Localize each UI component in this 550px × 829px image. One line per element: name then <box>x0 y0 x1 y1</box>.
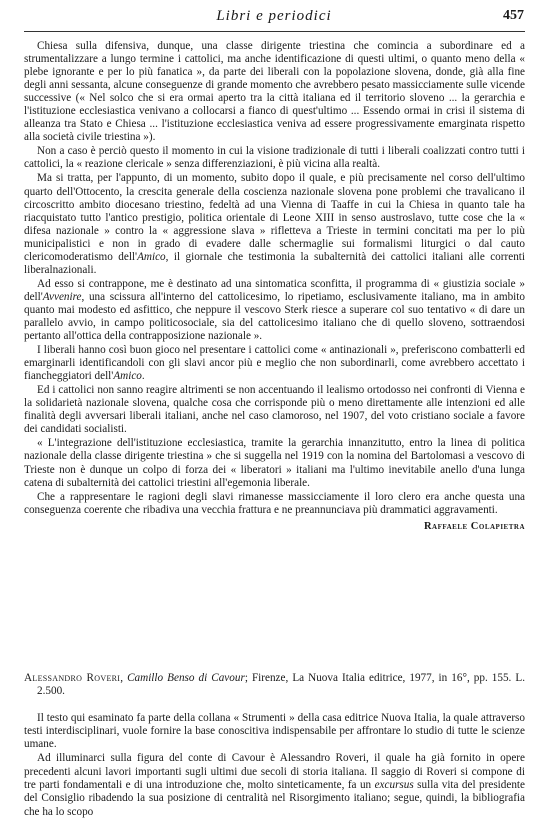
article-body <box>24 40 525 533</box>
paragraph: Non a caso è perciò questo il momento in cui la visione tradizionale di tutti i liberali coalizzati contro tutti i cattolici, la « reazione clericale » senza differenziazioni, è più vicina alla realtà. <box>24 145 525 171</box>
paragraph: Il testo qui esaminato fa parte della collana « Strumenti » della casa editrice Nuova Italia, la quale attraverso testi interdisciplinari, vuole fornire la base conoscitiva indispensabile per affrontare lo studio di tutte le scienze umane. <box>24 711 525 751</box>
paragraph: Ma si tratta, per l'appunto, di un momento, subito dopo il quale, e più precisamente nel corso dell'ultimo quarto dell'Ottocento, la crescita generale della coscienza nazionale slovena pone problemi che travalicano il circoscritto ambito diocesano triestino, fedeltà ad una Vienna di Taaffe in cui la Chiesa in quanto tale ha riacquistato tutto l'antico prestigio, politica orientale di Leone XIII in senso austroslavo, tutte cose che la « difesa nazionale » contro la « aggressione slava » rifletteva a Trieste in termini concitati ma per lo più municipalistici e non in grado di evadere dalle schermaglie sui formalismi liturgici o dal cauto clericomoderatismo dell'Amico, il giornale che testimonia la subalternità dei cattolici italiani alle correnti liberalnazionali. <box>24 172 526 276</box>
paragraph: Ad esso si contrappone, me è destinato ad una sintomatica sconfitta, il programma di « giustizia sociale » dell'Avvenire, una scissura all'interno del cattolicesimo, lo ripetiamo, esclusivamente italiano, ma in ambito quanto mai modesto ed asfittico, che neppure il vescovo Sterk riesce a superare col suo tentativo « di dare un parallelo avvio, in campo politicosociale, sia del cattolicesimo italiano che di quello sloveno, sottraendosi pertanto all'ottica della contrapposizione nazionale ». <box>24 277 525 343</box>
book-reference: Alessandro Roveri, Camillo Benso di Cavour; Firenze, La Nuova Italia editrice, 1977, in 16°, pp. 155. L. 2.500. <box>24 672 526 698</box>
paragraph: Ad illuminarci sulla figura del conte di Cavour è Alessandro Roveri, il quale ha già fornito in opere precedenti alcuni lavori importanti sugli ultimi due secoli di storia italiana. Il saggio di Roveri si compone di tre parti fondamentali e di una introduzione che, molto sinteticamente, fa un excursus sulla vita del presidente del Consiglio ribadendo la sua posizione di centralità nel Risorgimento italiano; segue, quindi, la bibliografia che ha lo scopo <box>24 752 526 818</box>
page-number: 457 <box>503 8 524 23</box>
paragraph: Che a rappresentare le ragioni degli slavi rimanesse massicciamente il loro clero era anche questa una conseguenza coerente che ribadiva una vecchia frattura e ne preannunciava più drammatici aggravamenti. <box>24 490 525 516</box>
paragraph: Chiesa sulla difensiva, dunque, una classe dirigente triestina che comincia a subordinare ed a strumentalizzare a lungo termine i cattolici, ma anche identificazione di questi ultimi, o quanto meno della « plebe ignorante e per lo più fanatica », da parte dei liberali con la popolazione slovena, donde, già alla fine degli anni sessanta, alcune conseguenze di grande momento che avrebbero pesato massicciamente sulle vicende successive (« Nel solco che si era ormai aperto tra la città italiana ed il territorio sloveno ... la gerarchia e l'istituzione ecclesiastica venivano a collocarsi a fianco di quest'ultimo ... Essendo ormai in crisi il sistema di alleanza tra Stato e Chiesa ... l'istituzione ecclesiastica veniva ad essere progressivamente emarginata rispetto alla società civile triestina »). <box>24 40 525 144</box>
newspaper-title: Amico <box>113 370 142 383</box>
paragraph: « L'integrazione dell'istituzione ecclesiastica, tramite la gerarchia innanzitutto, entro la linea di politica nazionale della classe dirigente triestina » che si suggella nel 1919 con la nomina del Bartolomasi a vescovo di Trieste non è dunque un colpo di forza dei « liberatori » italiani ma l'ultimo inevitabile anello d'una lunga catena di subalternità dei cattolici triestini all'egemonia liberale. <box>24 437 525 489</box>
book-details: ; Firenze, La Nuova Italia editrice, 1977, in 16°, pp. 155. L. 2.500. <box>37 672 526 698</box>
newspaper-title: Avvenire <box>42 290 82 303</box>
latin-term: excursus <box>374 779 414 792</box>
paragraph: I liberali hanno così buon gioco nel presentare i cattolici come « antinazionali », preferiscono combatterli ed emarginarli identificandoli con gli slavi ancor più e meglio che non subordinarli, come avrebbero accettato i fiancheggiatori dell'Amico. <box>24 344 525 383</box>
review-author: Alessandro Roveri <box>24 672 121 684</box>
book-title: Camillo Benso di Cavour <box>127 672 245 684</box>
paragraph: Ed i cattolici non sanno reagire altrimenti se non accentuando il lealismo ortodosso nei confronti di Vienna e la solidarietà nazionale slovena, qualche cosa che corrisponde più o meno direttamente alle intenzioni ed alle finalità degli avversari liberali italiani, anche nel caso clamoroso, nel 1907, del voto cristiano sociale a favore dei candidati socialisti. <box>24 384 525 436</box>
header-rule <box>24 31 525 32</box>
book-review <box>24 672 525 820</box>
newspaper-title: Amico <box>137 250 166 263</box>
running-title: Libri e periodici <box>216 8 332 24</box>
author-signature: Raffaele Colapietra <box>423 520 525 532</box>
running-header <box>24 8 524 28</box>
